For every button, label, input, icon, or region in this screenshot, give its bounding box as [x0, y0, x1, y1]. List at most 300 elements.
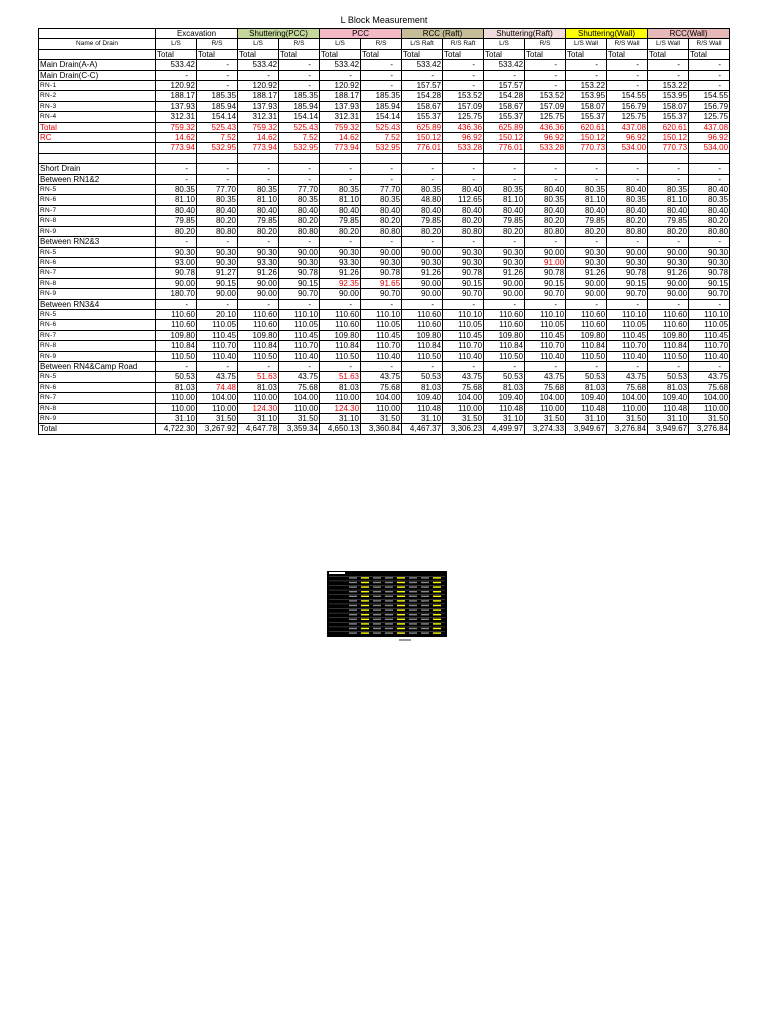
table-cell: -	[320, 174, 361, 184]
table-cell: 533.42	[402, 60, 443, 70]
table-cell: 90.78	[689, 268, 730, 278]
table-cell: -	[607, 164, 648, 174]
table-cell: 80.35	[320, 185, 361, 195]
table-cell: 3,949.67	[648, 424, 689, 434]
table-cell: 96.92	[607, 133, 648, 143]
table-row	[39, 309, 730, 319]
table-cell: 110.70	[443, 341, 484, 351]
table-cell: 90.30	[566, 247, 607, 257]
table-cell: -	[484, 70, 525, 80]
table-row	[39, 60, 730, 70]
table-cell: 770.73	[648, 143, 689, 153]
table-cell: -	[607, 361, 648, 371]
table-cell: 110.45	[361, 330, 402, 340]
table-cell: 137.93	[320, 101, 361, 111]
table-cell: 776.01	[402, 143, 443, 153]
table-cell: 3,276.84	[607, 424, 648, 434]
table-cell: -	[279, 237, 320, 247]
table-cell: 80.20	[648, 226, 689, 236]
table-cell: 80.80	[525, 226, 566, 236]
table-row	[39, 101, 730, 111]
table-cell: 110.05	[279, 320, 320, 330]
table-row	[39, 205, 730, 215]
table-cell: 90.70	[525, 289, 566, 299]
table-cell: -	[484, 164, 525, 174]
table-cell: 91.27	[197, 268, 238, 278]
table-cell: 3,276.84	[689, 424, 730, 434]
table-cell: 80.20	[689, 216, 730, 226]
table-cell: 90.70	[443, 289, 484, 299]
table-cell: 158.07	[566, 101, 607, 111]
row-label: Total	[39, 122, 156, 132]
table-cell: -	[320, 70, 361, 80]
table-cell: 90.00	[156, 278, 197, 288]
table-cell: 90.00	[238, 278, 279, 288]
column-sub-header: L/S	[156, 39, 197, 49]
table-cell: 104.00	[361, 393, 402, 403]
table-cell: 80.40	[238, 205, 279, 215]
table-cell: -	[238, 299, 279, 309]
table-cell: 156.79	[607, 101, 648, 111]
table-cell: 77.70	[197, 185, 238, 195]
table-cell: 90.30	[484, 257, 525, 267]
row-label: RN-8	[39, 403, 156, 413]
table-cell: -	[402, 174, 443, 184]
table-cell: 110.40	[279, 351, 320, 361]
table-cell: -	[279, 299, 320, 309]
table-cell: 153.22	[566, 81, 607, 91]
table-cell: 110.10	[525, 309, 566, 319]
table-cell: 90.30	[320, 247, 361, 257]
table-cell: 81.10	[156, 195, 197, 205]
row-label: Between RN1&2	[39, 174, 156, 184]
table-cell	[648, 153, 689, 163]
table-cell: 153.22	[648, 81, 689, 91]
table-cell: 109.40	[484, 393, 525, 403]
row-label	[39, 143, 156, 153]
table-cell: 110.45	[197, 330, 238, 340]
table-cell	[525, 153, 566, 163]
total-sub-header: Total	[279, 49, 320, 59]
total-sub-header: Total	[525, 49, 566, 59]
table-cell: 43.75	[361, 372, 402, 382]
table-cell: -	[361, 70, 402, 80]
table-cell: 90.78	[361, 268, 402, 278]
table-cell: 75.68	[279, 382, 320, 392]
table-cell: 185.94	[197, 101, 238, 111]
table-cell: 90.00	[648, 247, 689, 257]
table-cell: 110.00	[607, 403, 648, 413]
header-blank	[39, 29, 156, 39]
table-cell: 150.12	[566, 133, 607, 143]
row-label: RN-7	[39, 205, 156, 215]
table-cell: -	[197, 174, 238, 184]
table-cell: 110.50	[648, 351, 689, 361]
row-label	[39, 153, 156, 163]
table-cell: 90.78	[279, 268, 320, 278]
table-cell: -	[156, 164, 197, 174]
table-cell: 50.53	[484, 372, 525, 382]
table-cell: -	[238, 164, 279, 174]
table-cell: 90.78	[443, 268, 484, 278]
table-cell: 110.50	[238, 351, 279, 361]
table-cell: 534.00	[607, 143, 648, 153]
table-cell: 14.62	[320, 133, 361, 143]
table-cell: -	[443, 299, 484, 309]
table-cell: 90.30	[197, 257, 238, 267]
table-cell: 90.78	[607, 268, 648, 278]
table-row	[39, 133, 730, 143]
table-cell: 312.31	[238, 112, 279, 122]
table-cell: -	[525, 60, 566, 70]
table-cell: 50.53	[402, 372, 443, 382]
table-cell: 31.10	[156, 414, 197, 424]
table-cell: 90.00	[648, 278, 689, 288]
table-cell: -	[279, 164, 320, 174]
table-cell: 109.80	[320, 330, 361, 340]
table-cell: -	[648, 361, 689, 371]
table-cell: 137.93	[156, 101, 197, 111]
table-cell: 90.30	[607, 257, 648, 267]
table-cell: -	[689, 60, 730, 70]
table-cell: 110.84	[484, 341, 525, 351]
table-cell: 81.03	[648, 382, 689, 392]
table-cell: -	[689, 361, 730, 371]
table-cell: 91.26	[402, 268, 443, 278]
table-cell: 110.00	[279, 403, 320, 413]
table-cell: 110.10	[689, 309, 730, 319]
table-cell: -	[443, 174, 484, 184]
table-cell: -	[607, 237, 648, 247]
table-cell: 90.70	[279, 289, 320, 299]
table-cell	[607, 153, 648, 163]
table-cell: 110.70	[607, 341, 648, 351]
table-cell: 90.30	[156, 247, 197, 257]
table-cell: 3,267.92	[197, 424, 238, 434]
table-cell: -	[566, 164, 607, 174]
column-sub-header: L/S	[484, 39, 525, 49]
table-cell: 80.35	[607, 195, 648, 205]
table-cell: 154.28	[484, 91, 525, 101]
table-cell: 31.50	[279, 414, 320, 424]
table-cell: 80.20	[607, 216, 648, 226]
table-cell: 80.35	[156, 185, 197, 195]
table-cell: 80.40	[484, 205, 525, 215]
table-cell: 4,650.13	[320, 424, 361, 434]
table-cell: 109.40	[402, 393, 443, 403]
table-cell: -	[197, 299, 238, 309]
row-label: RN-9	[39, 226, 156, 236]
row-label: Total	[39, 424, 156, 434]
table-row	[39, 164, 730, 174]
table-cell: 158.67	[484, 101, 525, 111]
table-cell: -	[689, 174, 730, 184]
table-cell: 75.68	[607, 382, 648, 392]
table-cell: 91.26	[238, 268, 279, 278]
table-cell: 80.20	[402, 226, 443, 236]
table-cell: 185.35	[279, 91, 320, 101]
table-cell: 90.30	[566, 257, 607, 267]
table-cell: 110.45	[279, 330, 320, 340]
table-cell: 14.62	[238, 133, 279, 143]
table-cell: 81.03	[566, 382, 607, 392]
table-cell: 90.00	[566, 289, 607, 299]
table-cell: 110.10	[279, 309, 320, 319]
table-row	[39, 299, 730, 309]
table-cell: 75.68	[443, 382, 484, 392]
column-sub-header: R/S	[279, 39, 320, 49]
table-cell: 154.55	[689, 91, 730, 101]
row-label: RN-6	[39, 257, 156, 267]
table-cell: 104.00	[607, 393, 648, 403]
table-cell: 104.00	[279, 393, 320, 403]
table-cell: 31.10	[566, 414, 607, 424]
table-cell: 759.32	[320, 122, 361, 132]
table-cell: 770.73	[566, 143, 607, 153]
table-cell: 110.70	[525, 341, 566, 351]
table-cell: 4,499.97	[484, 424, 525, 434]
table-cell: 155.37	[648, 112, 689, 122]
table-cell: -	[525, 70, 566, 80]
table-cell: -	[607, 60, 648, 70]
table-cell: 110.84	[156, 341, 197, 351]
table-cell: -	[197, 81, 238, 91]
table-cell: 43.75	[607, 372, 648, 382]
table-cell: 80.80	[689, 226, 730, 236]
table-cell: 20.10	[197, 309, 238, 319]
table-cell: -	[238, 361, 279, 371]
table-cell: 112.65	[443, 195, 484, 205]
table-cell: 80.20	[320, 226, 361, 236]
table-cell: -	[361, 299, 402, 309]
column-group-header: Excavation	[156, 29, 238, 39]
table-row	[39, 185, 730, 195]
table-cell: -	[566, 361, 607, 371]
table-cell: 124.30	[238, 403, 279, 413]
total-sub-header: Total	[238, 49, 279, 59]
table-row	[39, 112, 730, 122]
table-cell: 80.40	[279, 205, 320, 215]
table-cell: 80.20	[443, 216, 484, 226]
table-cell: 80.80	[361, 226, 402, 236]
table-cell: -	[566, 299, 607, 309]
row-label: RN-8	[39, 278, 156, 288]
table-cell: 158.67	[402, 101, 443, 111]
table-cell: 80.40	[607, 185, 648, 195]
table-cell: -	[648, 70, 689, 80]
table-cell: 150.12	[484, 133, 525, 143]
table-cell: 90.30	[361, 257, 402, 267]
table-cell: 110.45	[689, 330, 730, 340]
table-cell: 80.40	[525, 185, 566, 195]
table-cell: 80.40	[648, 205, 689, 215]
table-cell: 125.75	[525, 112, 566, 122]
table-cell: 90.00	[648, 289, 689, 299]
table-cell	[689, 153, 730, 163]
total-sub-header: Total	[689, 49, 730, 59]
table-cell: 153.95	[648, 91, 689, 101]
table-cell: -	[648, 299, 689, 309]
table-cell: -	[648, 164, 689, 174]
table-cell: 90.78	[156, 268, 197, 278]
table-cell: 110.10	[443, 309, 484, 319]
table-cell: 620.61	[648, 122, 689, 132]
table-cell	[361, 153, 402, 163]
table-cell	[197, 153, 238, 163]
table-cell: 31.10	[320, 414, 361, 424]
row-label: RN-9	[39, 289, 156, 299]
table-cell: -	[279, 70, 320, 80]
table-cell: 90.00	[484, 289, 525, 299]
table-cell: 80.20	[238, 226, 279, 236]
table-cell: 90.78	[525, 268, 566, 278]
table-cell: 125.75	[607, 112, 648, 122]
table-cell: 90.00	[279, 247, 320, 257]
row-label: RN-4	[39, 112, 156, 122]
total-sub-header: Total	[484, 49, 525, 59]
table-cell: 90.00	[238, 289, 279, 299]
table-cell: 620.61	[566, 122, 607, 132]
table-cell: -	[156, 174, 197, 184]
table-cell: -	[279, 361, 320, 371]
total-sub-header: Total	[566, 49, 607, 59]
table-cell: 80.40	[402, 205, 443, 215]
table-cell: 110.84	[320, 341, 361, 351]
table-cell: 533.42	[238, 60, 279, 70]
table-cell: -	[279, 174, 320, 184]
table-cell: 110.60	[648, 320, 689, 330]
table-cell: 90.30	[484, 247, 525, 257]
row-label: RN-9	[39, 351, 156, 361]
table-cell: 109.40	[648, 393, 689, 403]
table-cell: -	[443, 361, 484, 371]
table-cell: 109.80	[238, 330, 279, 340]
table-cell: 80.40	[197, 205, 238, 215]
table-cell: 436.36	[525, 122, 566, 132]
table-cell: 110.10	[361, 309, 402, 319]
table-row	[39, 81, 730, 91]
table-cell: 90.30	[443, 257, 484, 267]
table-cell	[238, 153, 279, 163]
table-cell: 120.92	[320, 81, 361, 91]
table-cell: 110.10	[607, 309, 648, 319]
table-cell: 81.10	[648, 195, 689, 205]
table-cell: -	[443, 81, 484, 91]
table-cell: 90.70	[361, 289, 402, 299]
table-cell: 79.85	[484, 216, 525, 226]
table-cell: 110.60	[320, 309, 361, 319]
table-cell: 525.43	[361, 122, 402, 132]
table-cell: -	[443, 70, 484, 80]
table-cell: 90.00	[402, 247, 443, 257]
table-cell: -	[320, 164, 361, 174]
table-cell: 110.05	[689, 320, 730, 330]
measurement-table	[38, 28, 730, 435]
column-group-header: Shuttering(Wall)	[566, 29, 648, 39]
table-cell: 110.70	[689, 341, 730, 351]
table-cell: 80.80	[197, 226, 238, 236]
total-sub-header: Total	[320, 49, 361, 59]
table-cell: 81.03	[238, 382, 279, 392]
row-label: RN-2	[39, 91, 156, 101]
table-cell: -	[156, 237, 197, 247]
table-cell: 110.50	[320, 351, 361, 361]
table-cell: 157.09	[525, 101, 566, 111]
table-cell: 31.50	[443, 414, 484, 424]
table-cell: 93.00	[156, 257, 197, 267]
table-cell: 110.84	[402, 341, 443, 351]
table-cell: 125.75	[689, 112, 730, 122]
table-cell: 436.36	[443, 122, 484, 132]
column-sub-header: L/S Wall	[648, 39, 689, 49]
table-cell: 110.48	[484, 403, 525, 413]
table-cell: 110.05	[525, 320, 566, 330]
table-cell: 180.70	[156, 289, 197, 299]
table-cell: 51.63	[320, 372, 361, 382]
table-row	[39, 226, 730, 236]
table-cell: 43.75	[197, 372, 238, 382]
table-cell: 75.68	[525, 382, 566, 392]
table-cell: -	[607, 70, 648, 80]
table-cell: 80.20	[156, 226, 197, 236]
table-cell: -	[648, 60, 689, 70]
table-row	[39, 330, 730, 340]
table-cell: 532.95	[197, 143, 238, 153]
table-cell: 104.00	[525, 393, 566, 403]
table-cell: 80.40	[566, 205, 607, 215]
table-cell: -	[197, 237, 238, 247]
table-cell: 110.70	[279, 341, 320, 351]
row-label: RN-7	[39, 268, 156, 278]
table-cell: 31.10	[402, 414, 443, 424]
table-cell: 110.84	[566, 341, 607, 351]
table-cell: 90.00	[566, 278, 607, 288]
table-cell: 773.94	[156, 143, 197, 153]
table-cell: 79.85	[238, 216, 279, 226]
table-cell: 80.35	[648, 185, 689, 195]
table-cell: 90.00	[402, 278, 443, 288]
table-cell: -	[402, 299, 443, 309]
page-title: L Block Measurement	[340, 15, 428, 25]
table-cell: -	[156, 361, 197, 371]
table-cell: 110.50	[566, 351, 607, 361]
table-row	[39, 351, 730, 361]
table-cell: 31.50	[361, 414, 402, 424]
table-cell: 80.80	[607, 226, 648, 236]
table-cell: 154.14	[279, 112, 320, 122]
table-cell: 81.10	[566, 195, 607, 205]
row-label: RN-6	[39, 382, 156, 392]
table-cell: -	[566, 70, 607, 80]
table-cell: -	[402, 164, 443, 174]
table-cell: 110.00	[156, 393, 197, 403]
table-cell: 110.60	[156, 320, 197, 330]
table-cell: -	[320, 237, 361, 247]
table-cell: 48.80	[402, 195, 443, 205]
table-row	[39, 403, 730, 413]
table-cell: 80.35	[402, 185, 443, 195]
table-cell: 437.08	[689, 122, 730, 132]
table-cell: 96.92	[689, 133, 730, 143]
table-cell: 109.80	[648, 330, 689, 340]
table-cell: 110.05	[361, 320, 402, 330]
table-cell: 110.60	[484, 320, 525, 330]
table-cell: 31.10	[238, 414, 279, 424]
table-cell: 80.20	[484, 226, 525, 236]
table-cell: 110.45	[525, 330, 566, 340]
table-cell: 533.42	[484, 60, 525, 70]
total-sub-header: Total	[156, 49, 197, 59]
